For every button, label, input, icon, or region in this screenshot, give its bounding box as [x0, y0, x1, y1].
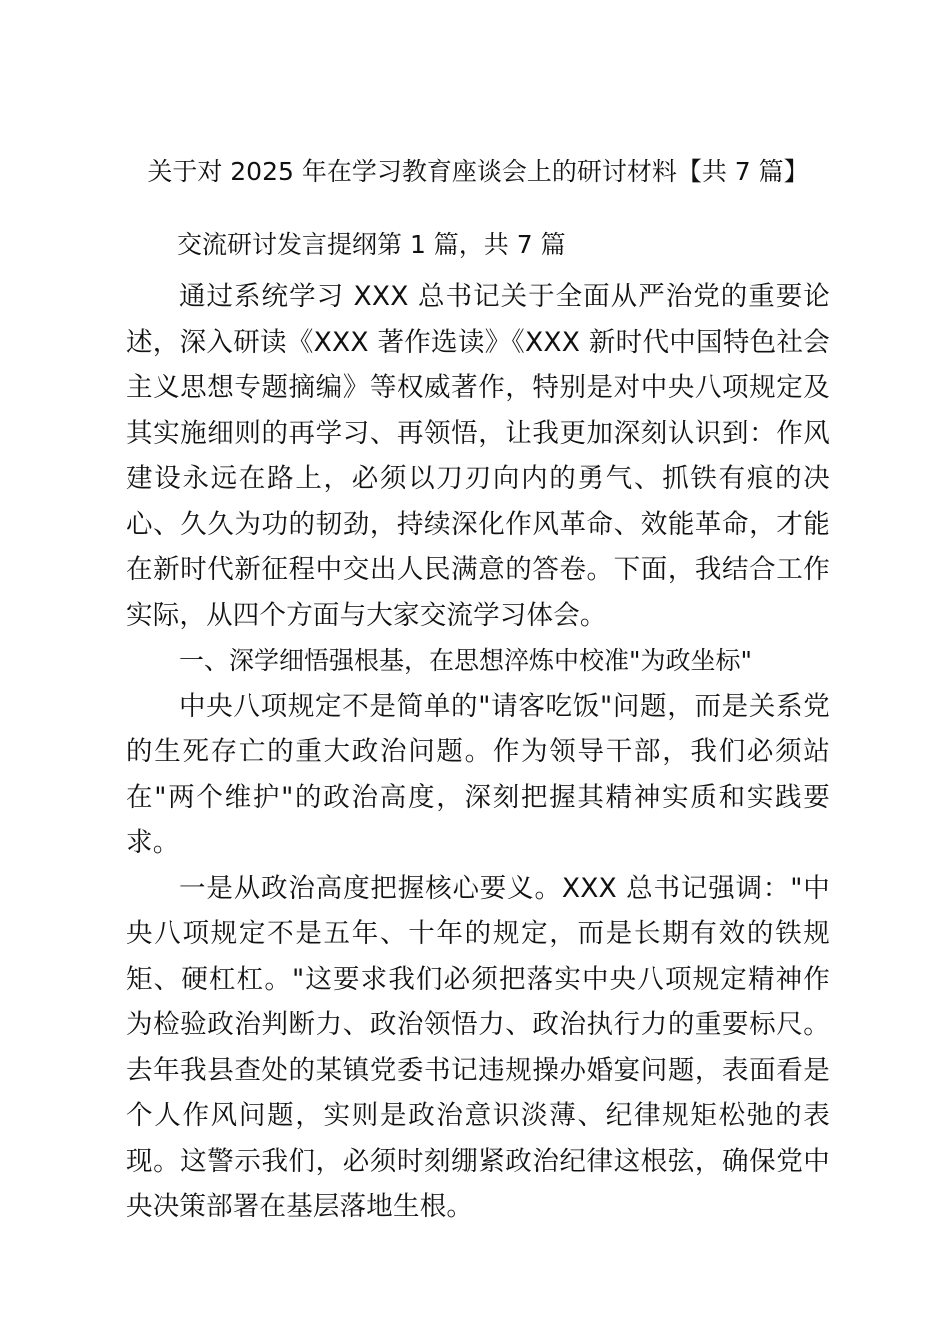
- section-paragraph-2: 一是从政治高度把握核心要义。XXX 总书记强调："中央八项规定不是五年、十年的规定，而是长期有效的铁规矩、硬杠杠。"这要求我们必须把落实中央八项规定精神作为检验政治判断力、政治领悟力、政治执行力的重要标尺。去年我县查处的某镇党委书记违规操办婚宴问题，表面看是个人作风问题，实则是政治意识淡薄、纪律规矩松弛的表现。这警示我们，必须时刻绷紧政治纪律这根弦，确保党中央决策部署在基层落地生根。: [126, 872, 830, 1222]
- document-body: [126, 274, 830, 1230]
- section-paragraph-1: 中央八项规定不是简单的"请客吃饭"问题，而是关系党的生死存亡的重大政治问题。作为领导干部，我们必须站在"两个维护"的政治高度，深刻把握其精神实质和实践要求。: [126, 690, 830, 858]
- section-heading-1: 一、深学细悟强根基，在思想淬炼中校准"为政坐标": [179, 646, 753, 675]
- intro-paragraph: 通过系统学习 XXX 总书记关于全面从严治党的重要论述，深入研读《XXX 著作选读》《XXX 新时代中国特色社会主义思想专题摘编》等权威著作，特别是对中央八项规定及其实施细则的再学习、再领悟，让我更加深刻认识到：作风建设永远在路上，必须以刀刃向内的勇气、抓铁有痕的决心、久久为功的韧劲，持续深化作风革命、效能革命，才能在新时代新征程中交出人民满意的答卷。下面，我结合工作实际，从四个方面与大家交流学习体会。: [126, 281, 830, 631]
- document-subtitle: 交流研讨发言提纲第 1 篇，共 7 篇: [177, 230, 566, 259]
- document-title: 关于对 2025 年在学习教育座谈会上的研讨材料【共 7 篇】: [147, 157, 809, 186]
